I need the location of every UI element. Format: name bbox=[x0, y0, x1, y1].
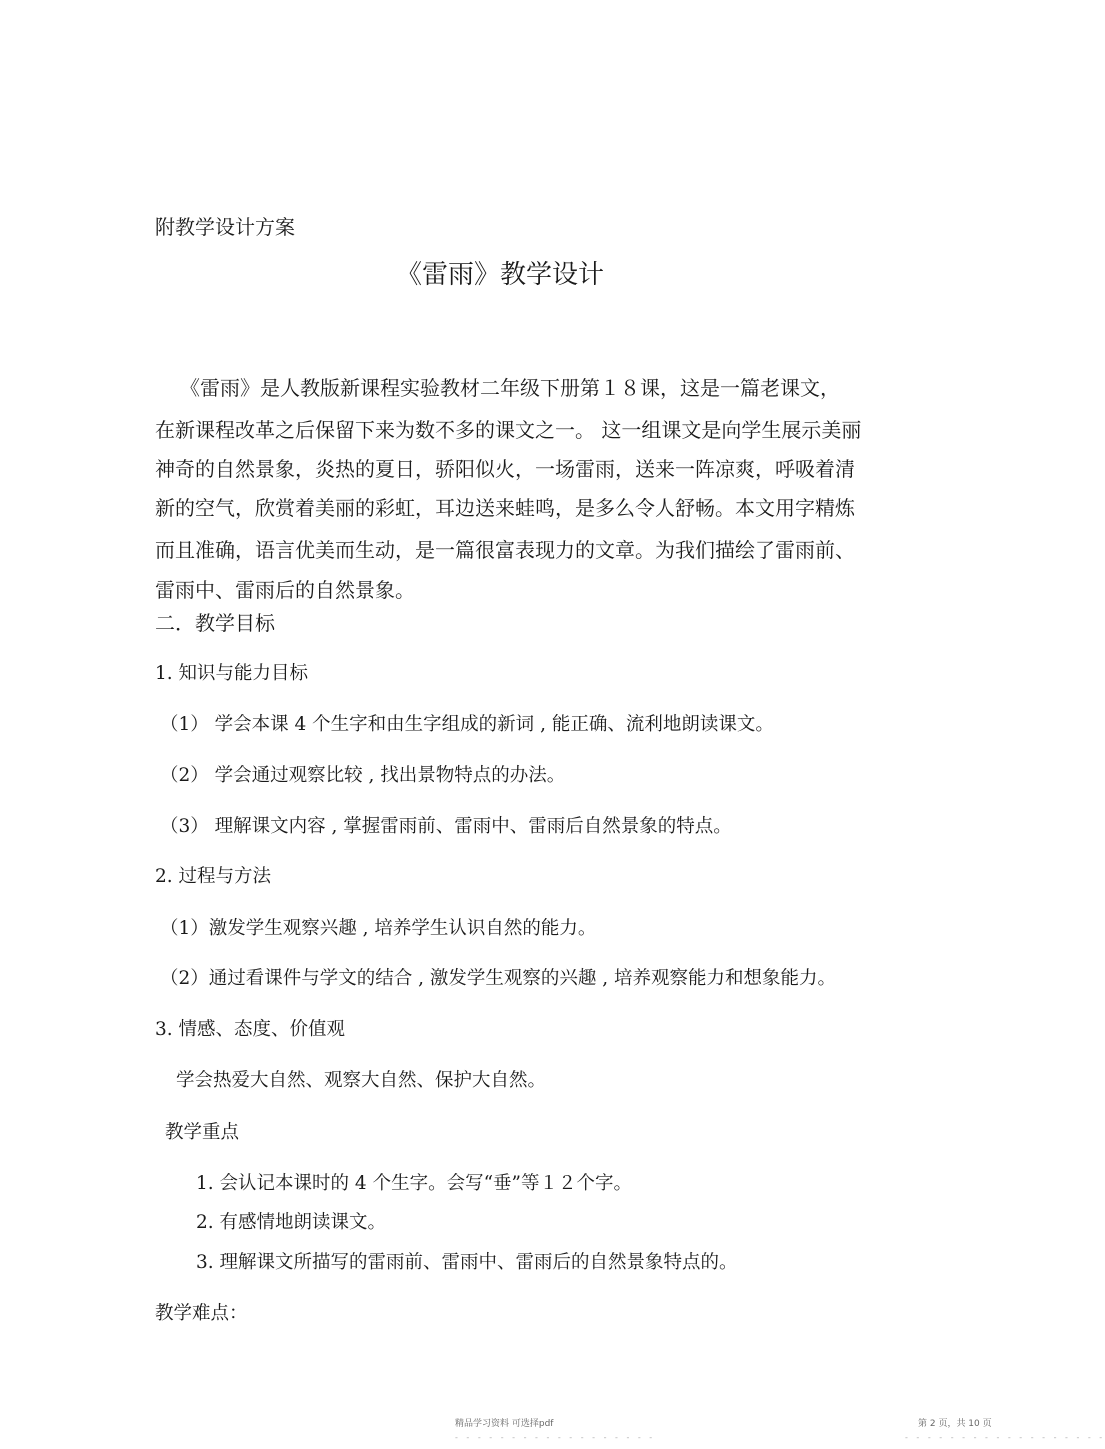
intro-line: 而且准确，语言优美而生动，是一篇很富表现力的文章。为我们描绘了雷雨前、 bbox=[155, 538, 855, 562]
key-point-item: 2. 有感情地朗读课文。 bbox=[196, 1212, 387, 1233]
footer-right-dots: - - - - - - - - - - - - - - - - - - bbox=[905, 1433, 1105, 1442]
emotion-heading: 3. 情感、态度、价值观 bbox=[155, 1019, 346, 1040]
appendix-label: 附教学设计方案 bbox=[155, 215, 295, 239]
footer-page-number: 第 2 页，共 10 页 bbox=[918, 1419, 992, 1429]
page-title: 《雷雨》教学设计 bbox=[396, 260, 605, 290]
intro-line: 在新课程改革之后保留下来为数不多的课文之一。 这一组课文是向学生展示美丽 bbox=[155, 418, 862, 442]
key-point-item: 1. 会认记本课时的 4 个生字。会写“垂”等１２个字。 bbox=[196, 1173, 632, 1194]
objectives-heading: 二．教学目标 bbox=[155, 611, 275, 635]
process-item: （1）激发学生观察兴趣 , 培养学生认识自然的能力。 bbox=[160, 918, 597, 939]
knowledge-item: （1） 学会本课 4 个生字和由生字组成的新词 , 能正确、流利地朗读课文。 bbox=[160, 714, 774, 735]
emotion-text: 学会热爱大自然、观察大自然、保护大自然。 bbox=[176, 1070, 547, 1091]
key-point-item: 3. 理解课文所描写的雷雨前、雷雨中、雷雨后的自然景象特点的。 bbox=[196, 1252, 738, 1273]
footer-left-dots: - - - - - - - - - - - - - - - - - - bbox=[455, 1433, 656, 1442]
footer-left-text: 精品学习资料 可选择pdf bbox=[455, 1419, 554, 1429]
intro-line: 《雷雨》是人教版新课程实验教材二年级下册第１８课，这是一篇老课文， bbox=[180, 376, 840, 400]
knowledge-item: （3） 理解课文内容 , 掌握雷雨前、雷雨中、雷雨后自然景象的特点。 bbox=[160, 816, 732, 837]
intro-line: 雷雨中、雷雨后的自然景象。 bbox=[155, 578, 415, 602]
intro-line: 新的空气，欣赏着美丽的彩虹，耳边送来蛙鸣，是多么令人舒畅。本文用字精炼 bbox=[155, 496, 855, 520]
key-points-heading: 教学重点 bbox=[165, 1122, 240, 1143]
process-heading: 2. 过程与方法 bbox=[155, 866, 272, 887]
intro-line: 神奇的自然景象，炎热的夏日，骄阳似火，一场雷雨，送来一阵凉爽，呼吸着清 bbox=[155, 457, 855, 481]
difficulties-heading: 教学难点： bbox=[155, 1303, 248, 1324]
process-item: （2）通过看课件与学文的结合 , 激发学生观察的兴趣 , 培养观察能力和想象能力。 bbox=[160, 968, 837, 989]
knowledge-item: （2） 学会通过观察比较 , 找出景物特点的办法。 bbox=[160, 765, 566, 786]
knowledge-heading: 1. 知识与能力目标 bbox=[155, 663, 309, 684]
